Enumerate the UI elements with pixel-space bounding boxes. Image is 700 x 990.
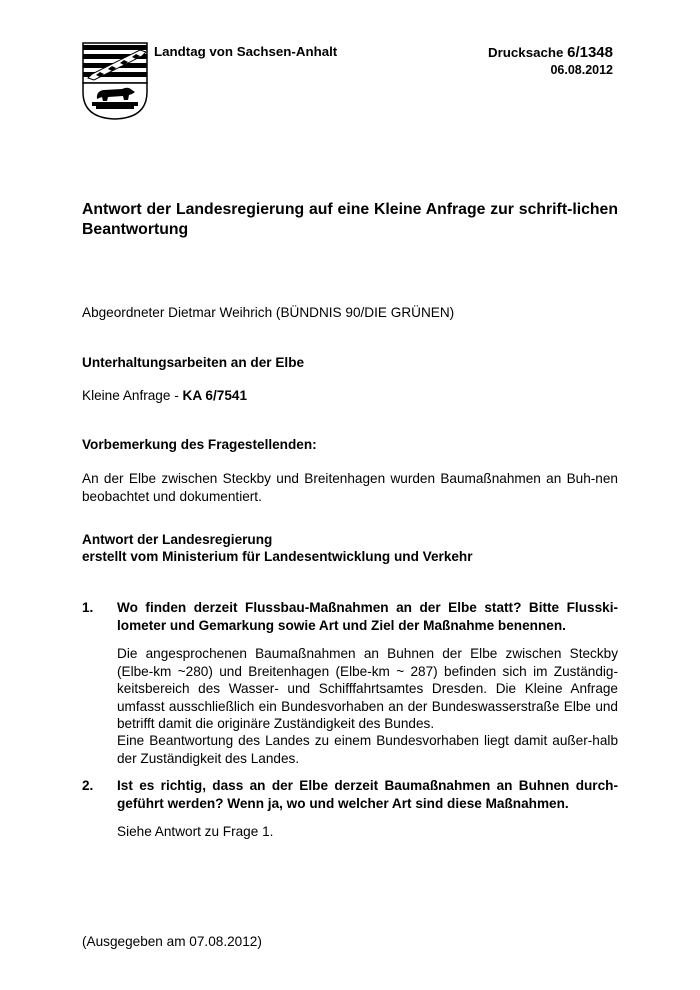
inquiry-number: KA 6/7541 <box>182 388 247 403</box>
answer-paragraph: Die angesprochenen Baumaßnahmen an Buhnen der Elbe zwischen Steckby (Elbe-km ~280) und Breitenhagen (Elbe-km ~ 287) befinden sich im Zuständig-keitsbereich des Wasser- und Schifffahrtsamtes Dresden. Die Kleine Anfrage umfasst ausschließlich ein Bundesvorhaben an der Bundeswasserstraße Elbe und betrifft damit die originäre Zuständigkeit des Bundes. <box>117 646 618 731</box>
document-date: 06.08.2012 <box>550 63 613 77</box>
question-number: 2. <box>82 778 94 793</box>
answer-paragraph: Siehe Antwort zu Frage 1. <box>117 824 274 839</box>
question-number: 1. <box>82 600 94 615</box>
answer-heading-line1: Antwort der Landesregierung <box>82 532 273 547</box>
parliament-name: Landtag von Sachsen-Anhalt <box>154 44 338 59</box>
subject-heading: Unterhaltungsarbeiten an der Elbe <box>82 355 305 370</box>
author-line: Abgeordneter Dietmar Weihrich (BÜNDNIS 90/DIE GRÜNEN) <box>82 305 455 320</box>
answer-heading-line2: erstellt vom Ministerium für Landesentwicklung und Verkehr <box>82 549 473 564</box>
preliminary-heading: Vorbemerkung des Fragestellenden: <box>82 437 317 452</box>
document-number-value: 6/1348 <box>567 44 613 61</box>
inquiry-line <box>82 387 247 405</box>
coat-of-arms-logo <box>82 42 148 120</box>
answer-paragraph: Eine Beantwortung des Landes zu einem Bundesvorhaben liegt damit außer-halb der Zuständigkeit des Landes. <box>117 733 618 766</box>
publication-date-note: (Ausgegeben am 07.08.2012) <box>82 934 262 949</box>
question-text: Ist es richtig, dass an der Elbe derzeit Baumaßnahmen an Buhnen durch-geführt werden? Wenn ja, wo und welcher Art sind diese Maßnahmen. <box>117 778 618 811</box>
preliminary-text: An der Elbe zwischen Steckby und Breitenhagen wurden Baumaßnahmen an Buh-nen beobachtet und dokumentiert. <box>82 471 618 504</box>
document-number <box>488 44 613 61</box>
page-title: Antwort der Landesregierung auf eine Kleine Anfrage zur schrift-lichen Beantwortung <box>82 201 618 238</box>
question-text: Wo finden derzeit Flussbau-Maßnahmen an der Elbe statt? Bitte Flusski-lometer und Gemarkung sowie Art und Ziel der Maßnahme benennen. <box>117 600 618 633</box>
document-label: Drucksache <box>488 45 564 60</box>
inquiry-label: Kleine Anfrage - <box>82 388 183 403</box>
